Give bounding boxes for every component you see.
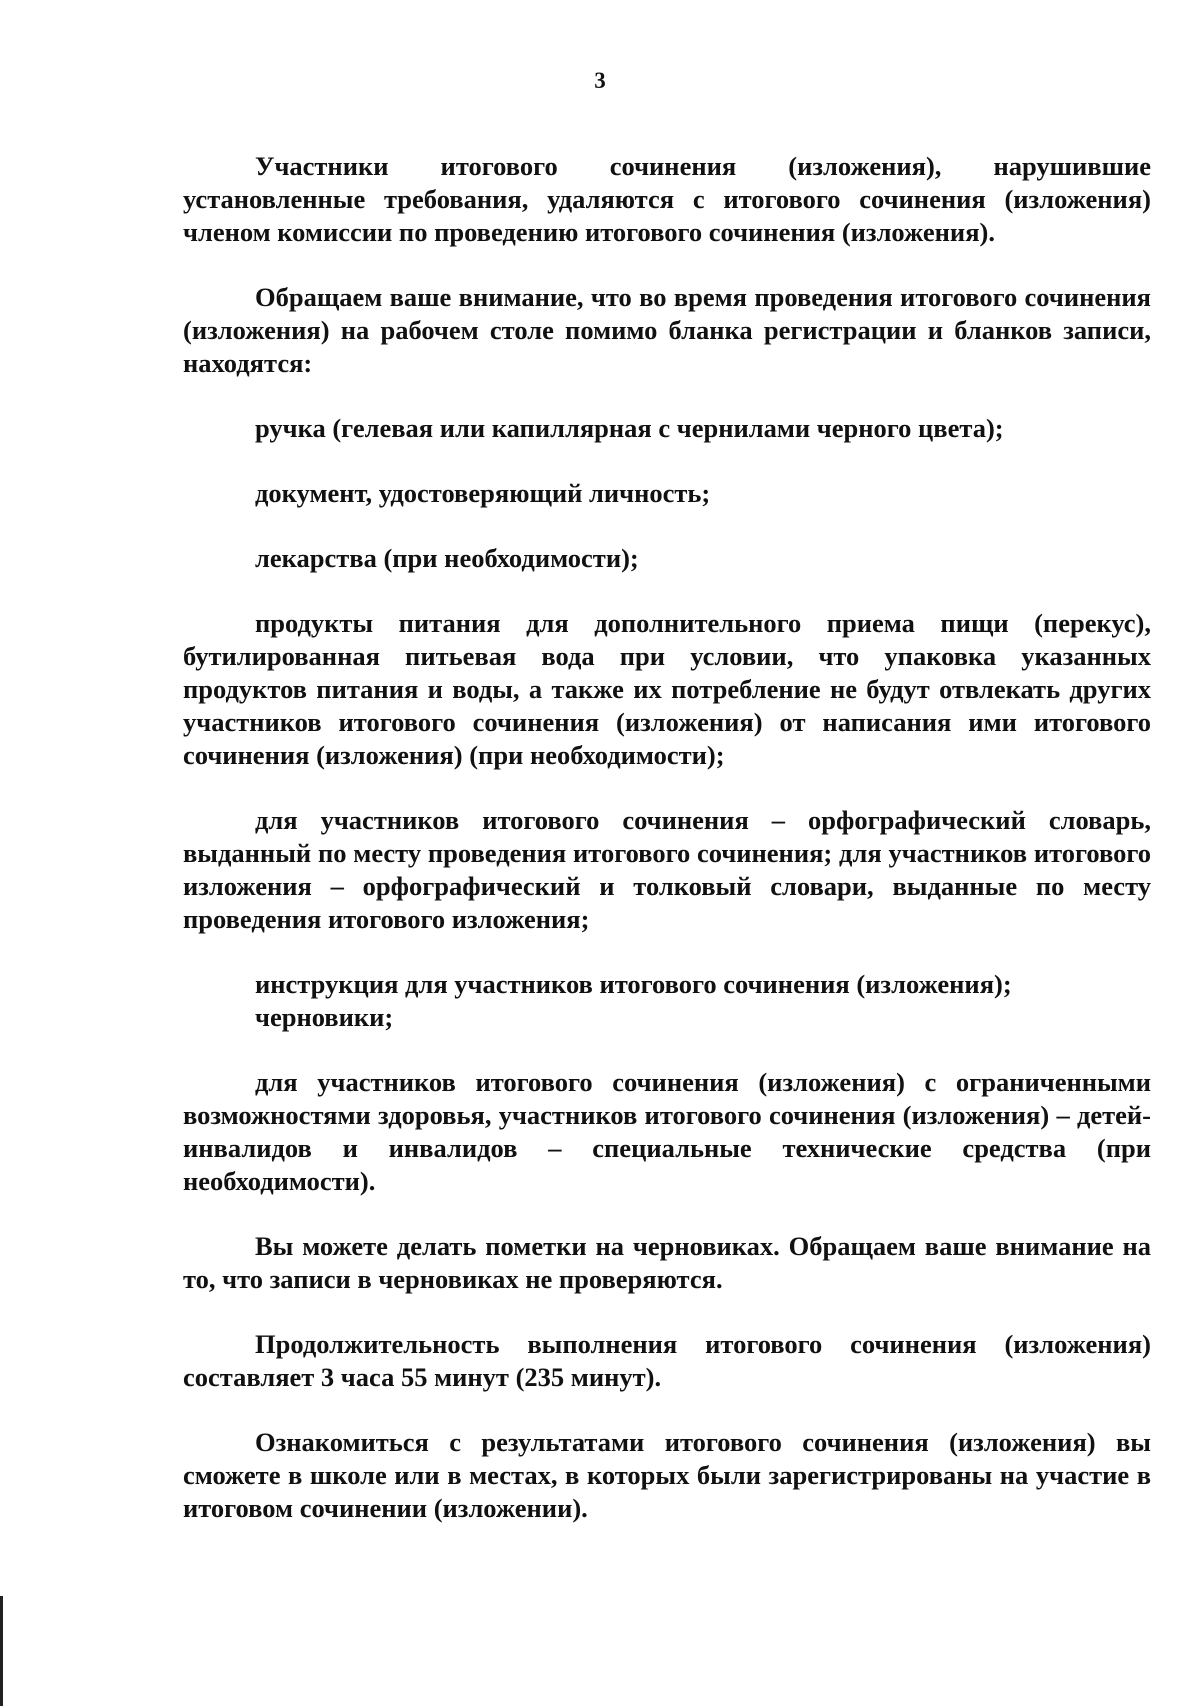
paragraph-removal-rule: Участники итогового сочинения (изложения), нарушившие установленные требования, удаляются с итогового сочинения (изложения) членом комиссии по проведению итогового сочинения (изложения). [183,151,1151,247]
scan-edge-mark [0,1596,3,1706]
paragraph-draft-notes: Вы можете делать пометки на черновиках. Обращаем ваше внимание на то, что записи в черновиках не проверяются. [183,1231,1151,1294]
page-number: 3 [594,68,606,93]
list-item-instruction: инструкция для участников итогового сочинения (изложения); [255,969,1012,999]
paragraph-duration: Продолжительность выполнения итогового сочинения (изложения) составляет 3 часа 55 минут (235 минут). [183,1329,1151,1392]
document-body [183,150,1151,1557]
paragraph-results: Ознакомиться с результатами итогового сочинения (изложения) вы сможете в школе или в местах, в которых были зарегистрированы на участие в итоговом сочинении (изложении). [183,1427,1151,1523]
list-item-pen: ручка (гелевая или капиллярная с чернилами черного цвета); [255,413,1004,443]
list-item-dictionaries: для участников итогового сочинения – орфографический словарь, выданный по месту проведения итогового сочинения; для участников итогового изложения – орфографический и толковый словари, выданные по месту проведения итогового изложения; [183,805,1151,934]
list-item-drafts: черновики; [255,1002,394,1032]
list-item-special-means: для участников итогового сочинения (изложения) с ограниченными возможностями здоровья, участников итогового сочинения (изложения) – детей-инвалидов и инвалидов – специальные технические средства (при необходимости). [183,1067,1151,1196]
list-item-medicine: лекарства (при необходимости); [255,543,639,573]
list-item-food-water: продукты питания для дополнительного приема пищи (перекус), бутилированная питьевая вода при условии, что упаковка указанных продуктов питания и воды, а также их потребление не будут отвлекать других участников итогового сочинения (изложения) от написания ими итогового сочинения (изложения) (при необходимости); [183,608,1151,770]
paragraph-desk-items-intro: Обращаем ваше внимание, что во время проведения итогового сочинения (изложения) на рабочем столе помимо бланка регистрации и бланков записи, находятся: [183,282,1151,378]
list-item-id-document: документ, удостоверяющий личность; [255,478,711,508]
